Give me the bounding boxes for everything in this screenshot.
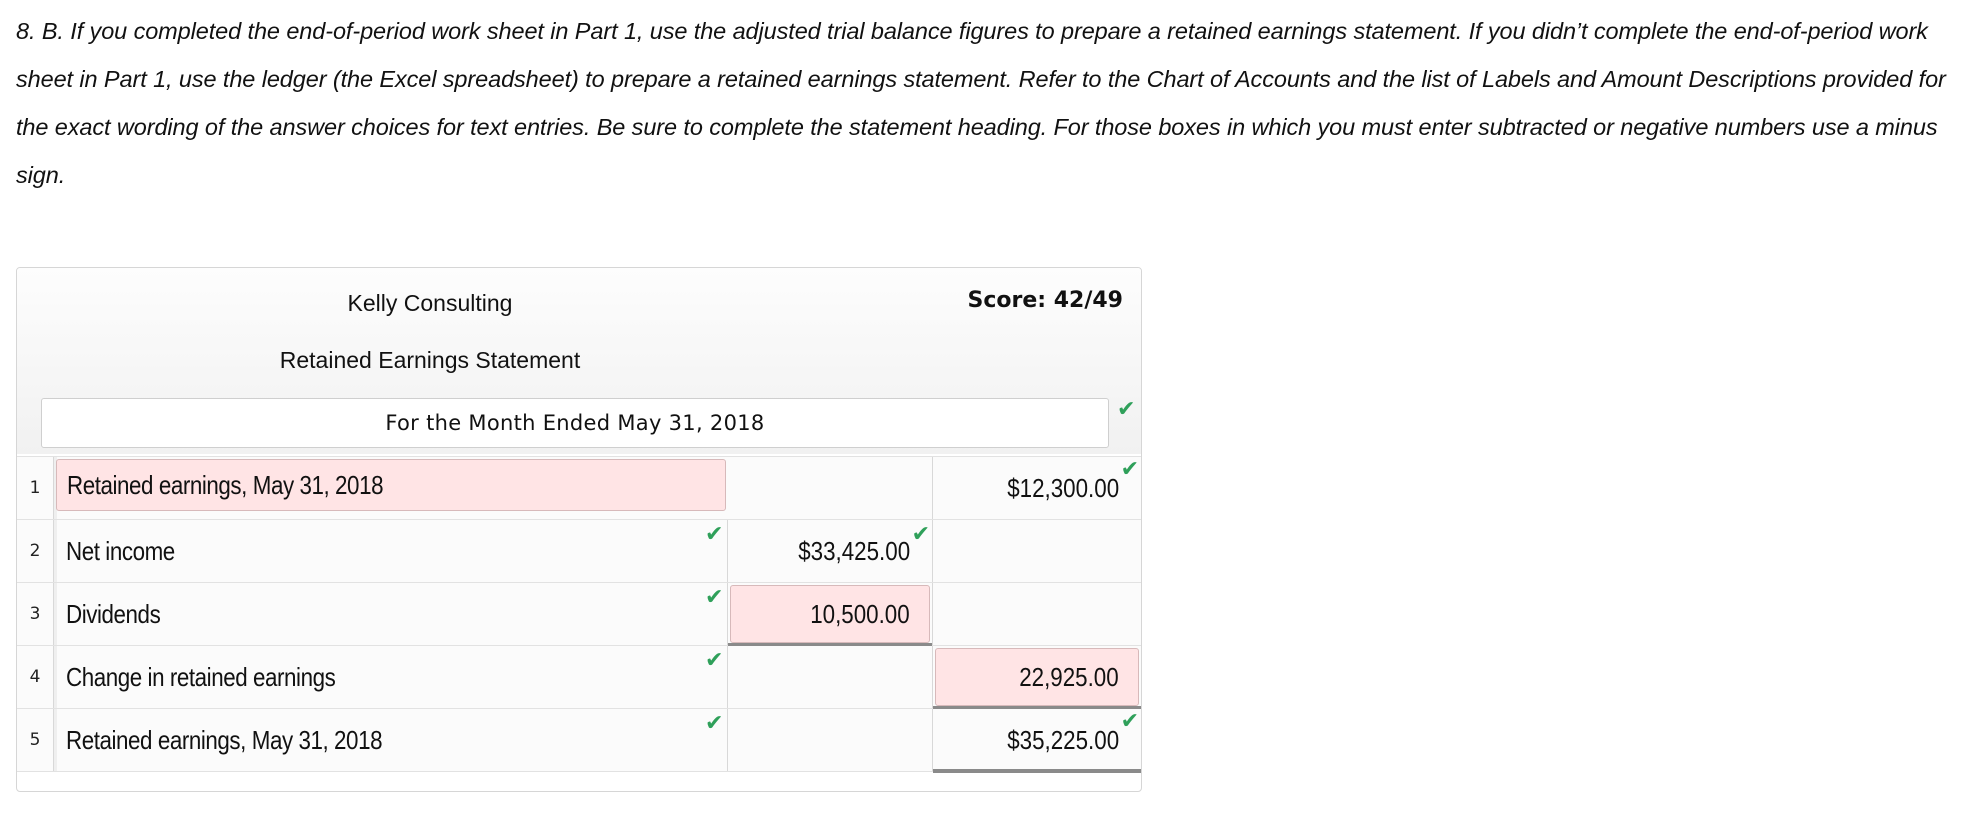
company-name: Kelly Consulting (347, 290, 513, 316)
row-number: 5 (17, 709, 54, 771)
statement-title: Retained Earnings Statement (279, 347, 581, 373)
check-icon: ✔ (1120, 709, 1139, 734)
amount-column-1-cell[interactable] (728, 583, 933, 645)
row-label-text: Retained earnings, May 31, 2018 (66, 725, 383, 755)
check-icon: ✔ (705, 711, 724, 736)
amount-value: $35,225.00 (1007, 725, 1119, 755)
period-field[interactable]: For the Month Ended May 31, 2018 (41, 398, 1109, 448)
row-label-select[interactable] (56, 709, 728, 771)
check-icon: ✔ (1120, 457, 1139, 482)
amount-column-2-cell[interactable] (933, 583, 1141, 645)
amount-column-2-cell[interactable] (933, 709, 1141, 771)
check-icon: ✔ (705, 522, 724, 547)
row-number: 1 (17, 457, 54, 519)
amount-value: 22,925.00 (1019, 662, 1119, 692)
table-row (17, 709, 1141, 772)
amount-column-2-cell[interactable] (933, 520, 1141, 582)
check-icon: ✔ (705, 648, 724, 673)
row-label-text: Net income (66, 536, 175, 566)
total-double-rule (933, 769, 1141, 773)
table-row (17, 520, 1141, 583)
row-label-select[interactable] (56, 459, 726, 511)
row-number: 3 (17, 583, 54, 645)
question-instructions: 8. B. If you completed the end-of-period work sheet in Part 1, use the adjusted trial balance figures to prepare a retained earnings statement. If you didn’t complete the end-of-period work sheet in Part 1, use the ledger (the Excel spreadsheet) to prepare a retained earnings statement. Refer to the Chart of Accounts and the list of Labels and Amount Descriptions provided for the exact wording of the answer choices for text entries. Be sure to complete the statement heading. For those boxes in which you must enter subtracted or negative numbers use a minus sign. (16, 18, 1946, 188)
row-label-select[interactable] (56, 583, 728, 645)
statement-heading (17, 268, 1141, 454)
row-label-text: Dividends (66, 599, 161, 629)
table-row (17, 456, 1141, 520)
amount-column-1-cell[interactable] (728, 709, 933, 771)
amount-column-2-cell[interactable] (933, 646, 1141, 708)
row-label-select[interactable] (56, 646, 728, 708)
row-label-text: Change in retained earnings (66, 662, 336, 692)
amount-column-1-cell[interactable] (728, 646, 933, 708)
score-label: Score: 42/49 (967, 288, 1123, 313)
check-icon: ✔ (705, 585, 724, 610)
row-number: 4 (17, 646, 54, 708)
check-icon: ✔ (911, 522, 930, 547)
retained-earnings-statement-panel (16, 267, 1142, 792)
table-row (17, 583, 1141, 646)
amount-value: $12,300.00 (1007, 473, 1119, 503)
table-row (17, 646, 1141, 709)
amount-column-1-cell[interactable] (728, 457, 933, 519)
row-label-select[interactable] (56, 520, 728, 582)
amount-column-1-cell[interactable] (728, 520, 933, 582)
row-label-text: Retained earnings, May 31, 2018 (67, 470, 384, 500)
amount-column-2-cell[interactable] (933, 457, 1141, 519)
check-icon: ✔ (1117, 397, 1136, 422)
amount-value: 10,500.00 (810, 599, 910, 629)
statement-rows (17, 456, 1141, 772)
amount-value: $33,425.00 (798, 536, 910, 566)
row-number: 2 (17, 520, 54, 582)
